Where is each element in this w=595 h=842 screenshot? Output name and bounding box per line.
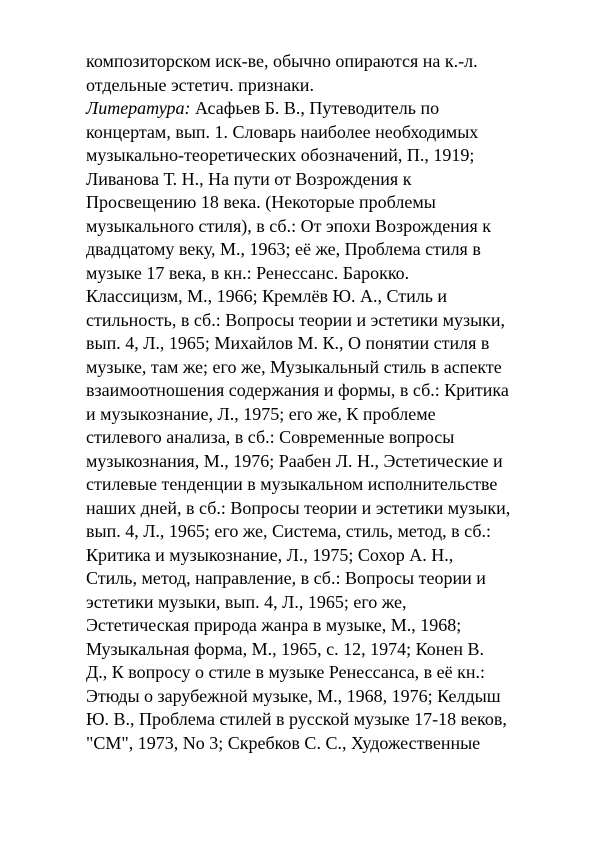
text-line: композиторском иск-ве, обычно опираются на к.-л. [86,51,478,71]
text-line: "СМ", 1973, No 3; Скребков С. С., Художественные [86,732,481,753]
text-line: Музыкальная форма, М., 1965, с. 12, 1974; Конен В. [86,638,484,659]
text-line: Д., К вопросу о стиле в музыке Ренессанса, в её кн.: [86,662,486,682]
text-line: Классицизм, М., 1966; Кремлёв Ю. А., Стиль и [86,286,448,306]
text-line: Стиль, метод, направление, в сб.: Вопросы теории и [86,568,486,588]
literature-label: Литература: [86,98,191,118]
text-line: взаимоотношения содержания и формы, в сб.: Критика [86,380,509,400]
text-line: Просвещению 18 века. (Некоторые проблемы [86,192,436,212]
text-line: Этюды о зарубежной музыке, М., 1968, 1976; Келдыш [86,685,501,706]
text-line: и музыкознание, Л., 1975; его же, К проблеме [86,403,436,424]
body-text [86,50,566,755]
text-line: эстетики музыки, вып. 4, Л., 1965; его же, [86,591,407,612]
text-line: вып. 4, Л., 1965; его же, Система, стиль, метод, в сб.: [86,521,491,541]
text-line: стилевого анализа, в сб.: Современные вопросы [86,427,455,447]
text-line: музыкального стиля), в сб.: От эпохи Возрождения к [86,215,492,236]
text-line: музыкально-теоретических обозначений, П., 1919; [86,145,475,165]
text-line-content: Асафьев Б. В., Путеводитель по [194,98,440,118]
text-line: Ю. В., Проблема стилей в русской музыке 17-18 веков, [86,709,507,729]
text-line: музыке 17 века, в кн.: Ренессанс. Барокко. [86,262,410,283]
text-line: концертам, вып. 1. Словарь наиболее необходимых [86,121,479,142]
text-line: музыкознания, М., 1976; Раабен Л. Н., Эстетические и [86,450,503,471]
text-line: стилевые тенденции в музыкальном исполнительстве [86,474,498,494]
text-line: вып. 4, Л., 1965; Михайлов М. К., О понятии стиля в [86,333,490,353]
text-line: двадцатому веку, М., 1963; её же, Проблема стиля в [86,239,481,259]
text-line: Эстетическая природа жанра в музыке, М., 1968; [86,615,462,635]
text-line [86,97,566,121]
text-line: отдельные эстетич. признаки. [86,74,314,95]
text-line: Критика и музыкознание, Л., 1975; Сохор А. Н., [86,544,454,565]
text-line: наших дней, в сб.: Вопросы теории и эстетики музыки, [86,497,511,518]
text-line: стильность, в сб.: Вопросы теории и эстетики музыки, [86,309,506,330]
text-line: Ливанова Т. Н., На пути от Возрождения к [86,168,412,189]
text-line: музыке, там же; его же, Музыкальный стиль в аспекте [86,356,502,377]
